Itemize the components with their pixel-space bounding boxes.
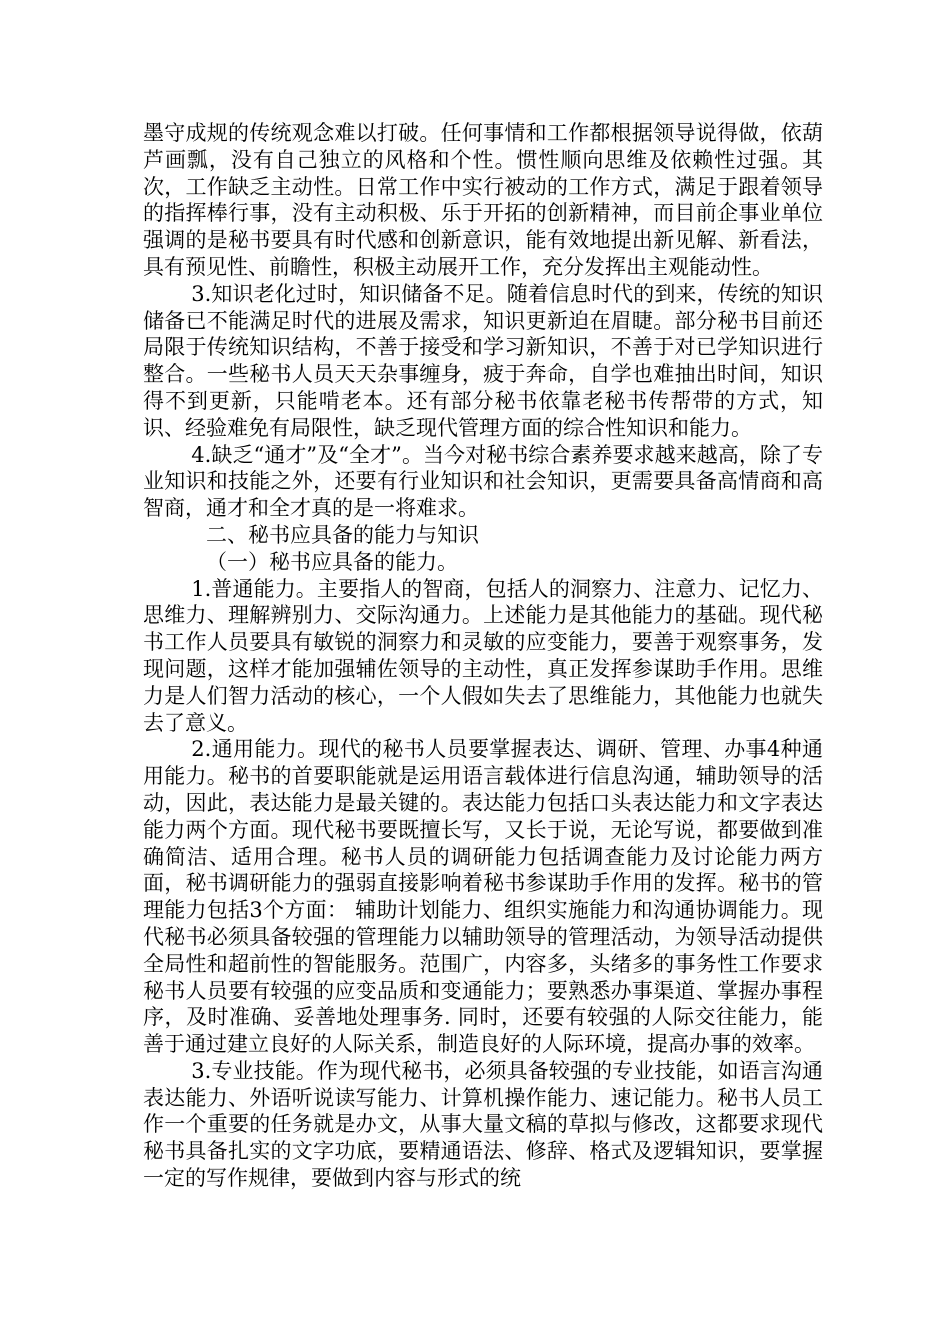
- paragraph-lack-generalists: 4.缺乏“通才”及“全才”。当今对秘书综合素养要求越来越高，除了专业知识和技能之外，还要有行业知识和社会知识，更需要具备高情商和高智商，通才和全才真的是一将难求。: [143, 442, 823, 521]
- paragraph-continuation: 墨守成规的传统观念难以打破。任何事情和工作都根据领导说得做，依葫芦画瓢，没有自己独立的风格和个性。惯性顺向思维及依赖性过强。其次，工作缺乏主动性。日常工作中实行被动的工作方式，满足于跟着领导的指挥棒行事，没有主动积极、乐于开拓的创新精神，而目前企事业单位强调的是秘书要具有时代感和创新意识，能有效地提出新见解、新看法，具有预见性、前瞻性，积极主动展开工作，充分发挥出主观能动性。: [143, 121, 823, 279]
- paragraph-professional-skills: 3.专业技能。作为现代秘书，必须具备较强的专业技能，如语言沟通表达能力、外语听说读写能力、计算机操作能力、速记能力。秘书人员工作一个重要的任务就是办文，从事大量文稿的草拟与修改，这都要求现代秘书具备扎实的文字功底，要精通语法、修辞、格式及逻辑知识，要掌握一定的写作规律，要做到内容与形式的统: [143, 1058, 823, 1191]
- paragraph-general-ability: 1.普通能力。主要指人的智商，包括人的洞察力、注意力、记忆力、思维力、理解辨别力、交际沟通力。上述能力是其他能力的基础。现代秘书工作人员要具有敏锐的洞察力和灵敏的应变能力，要善于观察事务，发现问题，这样才能加强辅佐领导的主动性，真正发挥参谋助手作用。思维力是人们智力活动的核心，一个人假如失去了思维能力，其他能力也就失去了意义。: [143, 576, 823, 735]
- paragraph-common-ability: 2.通用能力。现代的秘书人员要掌握表达、调研、管理、办事4种通用能力。秘书的首要职能就是运用语言载体进行信息沟通，辅助领导的活动，因此，表达能力是最关键的。表达能力包括口头表达能力和文字表达能力两个方面。现代秘书要既擅长写，又长于说，无论写说，都要做到准确简洁、适用合理。秘书人员的调研能力包括调查能力及讨论能力两方面，秘书调研能力的强弱直接影响着秘书参谋助手作用的发挥。秘书的管理能力包括3个方面： 辅助计划能力、组织实施能力和沟通协调能力。现代秘书必须具备较强的管理能力以辅助领导的管理活动，为领导活动提供全局性和超前性的智能服务。范围广，内容多，头绪多的事务性工作要求秘书人员要有较强的应变品质和变通能力；要熟悉办事渠道、掌握办事程序，及时准确、妥善地处理事务. 同时，还要有较强的人际交往能力，能善于通过建立良好的人际关系，制造良好的人际环境，提高办事的效率。: [143, 737, 823, 1057]
- subsection-heading-abilities: （一）秘书应具备的能力。: [206, 549, 458, 574]
- paragraph-knowledge-outdated: 3.知识老化过时，知识储备不足。随着信息时代的到来，传统的知识储备已不能满足时代的进展及需求，知识更新迫在眉睫。部分秘书目前还局限于传统知识结构，不善于接受和学习新知识，不善于对已学知识进行整合。一些秘书人员天天杂事缠身，疲于奔命，自学也难抽出时间，知识得不到更新，只能啃老本。还有部分秘书依靠老秘书传帮带的方式，知识、经验难免有局限性，缺乏现代管理方面的综合性知识和能力。: [143, 281, 823, 440]
- section-heading-abilities-knowledge: 二、秘书应具备的能力与知识: [206, 522, 479, 547]
- document-body: [143, 120, 823, 1192]
